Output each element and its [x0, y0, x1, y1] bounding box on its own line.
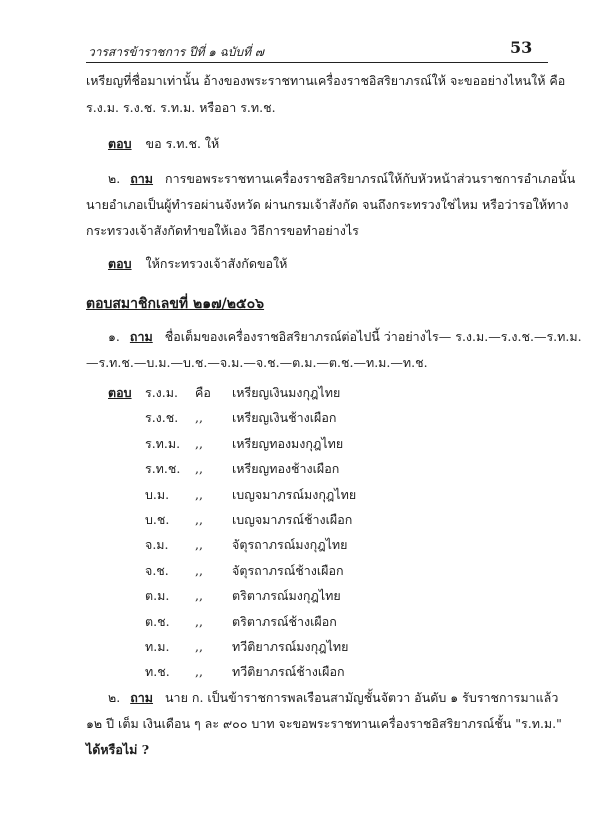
abbreviation: ร.ท.ม. — [145, 435, 181, 451]
question-text: ๑๒ ปี เต็ม เงินเดือน ๆ ละ ๙๐๐ บาท จะขอพระราชทานเครื่องราชอิสริยาภรณ์ชั้น "ร.ท.ม." — [86, 716, 562, 731]
answer-text: ให้กระทรวงเจ้าสังกัดขอให้ — [145, 256, 288, 271]
abbreviation: บ.ช. — [145, 512, 170, 527]
full-name: จัตุรถาภรณ์ช้างเผือก — [232, 562, 344, 578]
question-block — [108, 690, 558, 706]
ditto-mark: ,, — [195, 435, 203, 451]
ditto-mark: ,, — [195, 613, 203, 629]
abbreviation: ร.ท.ช. — [145, 461, 181, 477]
abbreviation: ร.ง.ม. — [145, 385, 178, 400]
ditto-mark: ,, — [195, 588, 203, 604]
abbreviation: บ.ม. — [145, 486, 170, 502]
header-rule — [86, 62, 548, 63]
answer-block — [108, 136, 219, 152]
journal-header: วารสารข้าราชการ ปีที่ ๑ ฉบับที่ ๗ — [88, 45, 264, 59]
answer-label: ตอบ — [108, 136, 132, 151]
full-name: เบญจมาภรณ์มงกุฎไทย — [232, 486, 357, 502]
ditto-mark: ,, — [195, 639, 203, 654]
question-label: ถาม — [129, 329, 153, 344]
abbreviation: ท.ม. — [145, 639, 170, 654]
full-name: เบญจมาภรณ์ช้างเผือก — [232, 512, 353, 527]
question-text: นาย ก. เป็นข้าราชการพลเรือนสามัญชั้นจัตวา อันดับ ๑ รับราชการมาแล้ว — [165, 690, 559, 705]
ditto-mark: ,, — [195, 461, 203, 477]
ditto-mark: ,, — [195, 410, 203, 426]
question-label: ถาม — [130, 690, 154, 705]
abbreviation: จ.ม. — [145, 537, 169, 553]
abbreviation: ท.ช. — [145, 664, 170, 680]
abbreviation: ต.ช. — [145, 613, 170, 629]
ditto-mark: ,, — [195, 486, 203, 502]
full-name: ทวีติยาภรณ์มงกุฎไทย — [232, 639, 349, 654]
abbreviation: ต.ม. — [145, 588, 170, 604]
ditto-mark: ,, — [195, 537, 203, 553]
paragraph-line: เหรียญที่ชื่อมาเท่านั้น อ้างของพระราชทานเครื่องราชอิสริยาภรณ์ให้ จะขออย่างไหนให้ คือ — [86, 73, 566, 88]
separator-word: คือ — [195, 385, 211, 400]
answer-text: ขอ ร.ท.ช. ให้ — [145, 136, 220, 151]
ditto-mark: ,, — [195, 512, 203, 527]
full-name: เหรียญทองมงกุฎไทย — [232, 435, 344, 451]
answer-label: ตอบ — [108, 385, 132, 400]
question-text: ชื่อเต็มของเครื่องราชอิสริยาภรณ์ต่อไปนี้ ว่าอย่างไร— ร.ง.ม.—ร.ง.ช.—ร.ท.ม. — [164, 329, 582, 344]
question-text: ได้หรือไม่ ? — [86, 742, 150, 757]
question-text: —ร.ท.ช.—บ.ม.—บ.ช.—จ.ม.—จ.ช.—ต.ม.—ต.ช.—ท.ม.—ท.ช. — [86, 355, 428, 370]
question-text: การขอพระราชทานเครื่องราชอิสริยาภรณ์ให้กับหัวหน้าส่วนราชการอำเภอนั้น — [165, 171, 576, 186]
section-heading: ตอบสมาชิกเลขที่ ๒๑๗/๒๕๐๖ — [86, 296, 265, 312]
question-label: ถาม — [130, 171, 154, 186]
question-block — [108, 329, 582, 345]
question-number: ๒. — [108, 690, 121, 705]
question-number: ๑. — [108, 329, 120, 344]
page-number: 53 — [510, 38, 533, 57]
abbreviation: ร.ง.ช. — [145, 410, 179, 426]
paragraph-line: ร.ง.ม. ร.ง.ช. ร.ท.ม. หรืออา ร.ท.ช. — [86, 100, 276, 115]
ditto-mark: ,, — [195, 664, 203, 680]
full-name: ทวีติยาภรณ์ช้างเผือก — [232, 664, 345, 680]
answer-label: ตอบ — [108, 256, 132, 271]
full-name: เหรียญเงินมงกุฎไทย — [232, 385, 341, 400]
abbreviation: จ.ช. — [145, 562, 169, 578]
ditto-mark: ,, — [195, 562, 203, 578]
question-block — [108, 171, 575, 187]
full-name: เหรียญทองช้างเผือก — [232, 461, 340, 477]
full-name: เหรียญเงินช้างเผือก — [232, 410, 337, 426]
full-name: จัตุรถาภรณ์มงกุฎไทย — [232, 537, 348, 553]
full-name: ตริตาภรณ์ช้างเผือก — [232, 613, 337, 629]
answer-block — [108, 256, 287, 272]
question-text: กระทรวงเจ้าสังกัดทำขอให้เอง วิธีการขอทำอย่างไร — [86, 223, 359, 238]
full-name: ตริตาภรณ์มงกุฎไทย — [232, 588, 341, 604]
question-text: นายอำเภอเป็นผู้ทำรอผ่านจังหวัด ผ่านกรมเจ้าสังกัด จนถึงกระทรวงใช่ไหม หรือว่ารอให้ทาง — [86, 197, 569, 212]
question-number: ๒. — [108, 171, 121, 186]
